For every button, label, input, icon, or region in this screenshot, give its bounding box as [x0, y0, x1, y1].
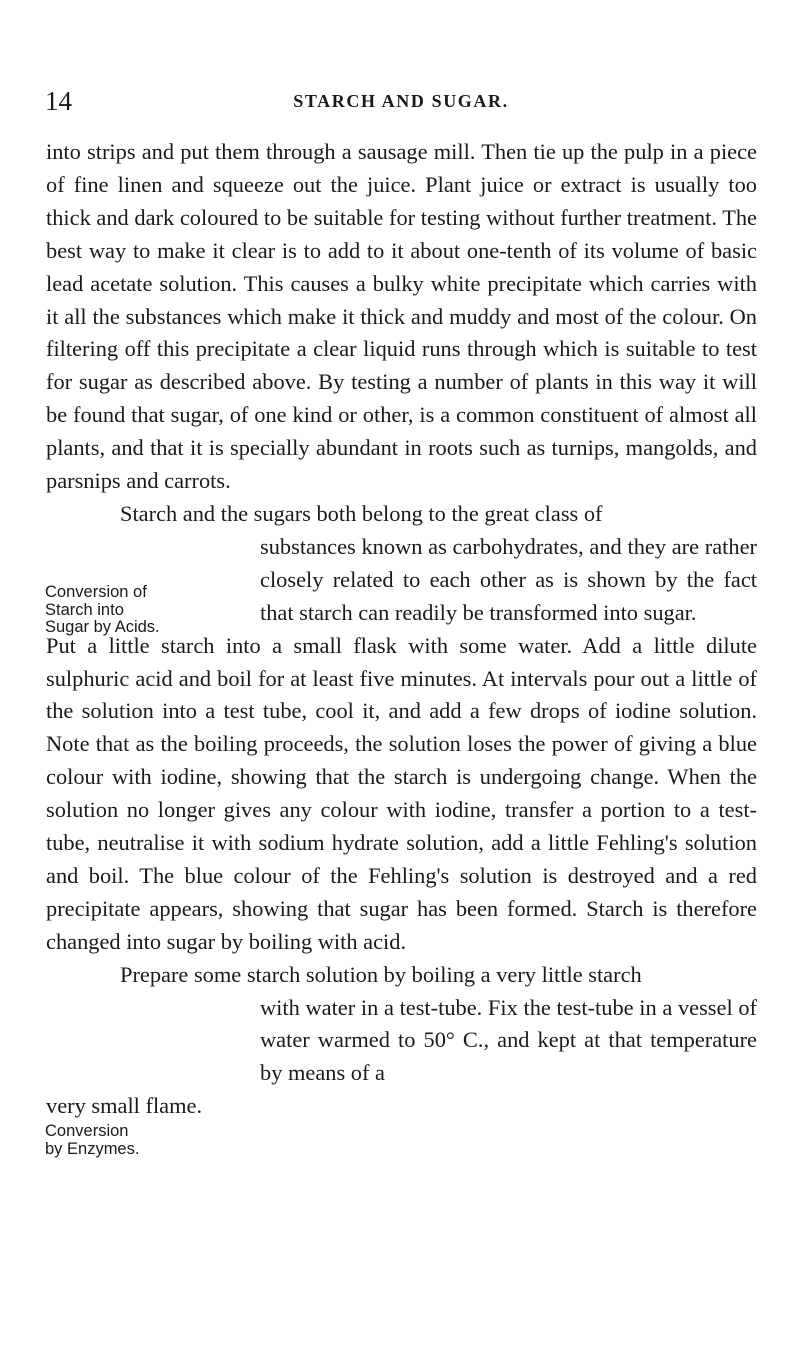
paragraph-starch-acids-continued: Put a little starch into a small flask with some water. Add a little dilute sulphuric acid and boil for at least five minutes. At intervals pour out a little of the solution into a test tube, cool it, and add a few drops of iodine solution. Note that as the boiling proceeds, the solution loses the power of giving a blue colour with iodine, showing that the starch is undergoing change. When the solution no longer gives any colour with iodine, transfer a portion to a test-tube, neutralise it with sodium hydrate solution, add a little Fehling's solution and boil. The blue colour of the Fehling's solution is destroyed and a red precipitate appears, showing that sugar has been formed. Starch is therefore changed into sugar by boiling with acid.: [46, 632, 757, 954]
margin-note-line: by Enzymes.: [45, 1139, 140, 1158]
paragraph-enzymes-intro: Prepare some starch solution by boiling a very little starch: [120, 961, 642, 987]
paragraph-enzymes-beside-note: with water in a test-tube. Fix the test-tube in a vessel of water warmed to 50° C., and kept at that temperature by means of a: [260, 994, 757, 1086]
margin-note-line: Starch into: [45, 600, 124, 619]
page-header: [45, 84, 757, 118]
paragraph-enzymes-continued: very small flame.: [46, 1093, 203, 1119]
margin-note-line: Sugar by Acids.: [45, 618, 160, 636]
page-number: 14: [45, 86, 72, 116]
margin-note-conversion-by-enzymes: [45, 1123, 225, 1158]
margin-note-line: Conversion of: [45, 583, 147, 601]
paragraph-plant-juice: into strips and put them through a sausage mill. Then tie up the pulp in a piece of fine linen and squeeze out the juice. Plant juice or extract is usually too thick and dark coloured to be suitable for testing without further treatment. The best way to make it clear is to add to it about one-tenth of its volume of basic lead acetate solution. This causes a bulky white precipitate which carries with it all the substances which make it thick and muddy and most of the colour. On filtering off this precipitate a clear liquid runs through which is suitable to test for sugar as described above. By testing a number of plants in this way it will be found that sugar, of one kind or other, is a common constituent of almost all plants, and that it is specially abundant in roots such as turnips, mangolds, and parsnips and carrots.: [46, 139, 757, 494]
paragraph-starch-acids-beside-note: substances known as carbohydrates, and they are rather closely related to each other as is shown by the fact that starch can readily be transformed into sugar.: [260, 533, 757, 625]
paragraph-starch-acids-intro: Starch and the sugars both belong to the great class of: [120, 500, 603, 526]
margin-note-conversion-by-acids: [45, 584, 225, 637]
margin-note-line: Conversion: [45, 1122, 129, 1140]
running-head: STARCH AND SUGAR.: [293, 91, 509, 111]
